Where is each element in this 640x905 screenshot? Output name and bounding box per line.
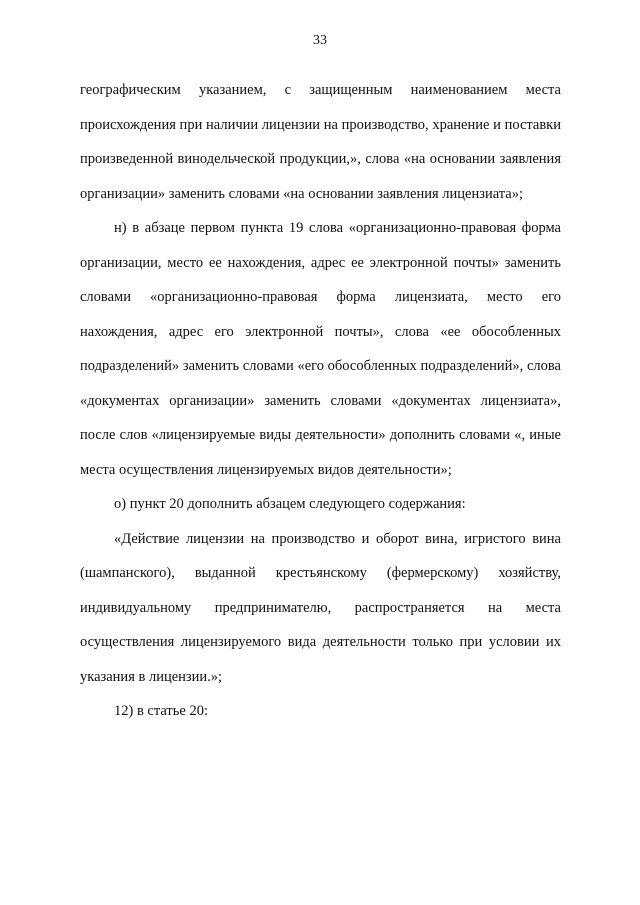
paragraph-item-n: н) в абзаце первом пункта 19 слова «организационно-правовая форма организации, место ее нахождения, адрес ее электронной почты» заменить словами «организационно-правовая форма лицензиата, место его нахождения, адрес его электронной почты», слова «ее обособленных подразделений» заменить словами «его обособленных подразделений», слова «документах организации» заменить словами «документах лицензиата», после слов «лицензируемые виды деятельности» дополнить словами «, иные места осуществления лицензируемых видов деятельности»;: [80, 220, 561, 478]
paragraph-item-12: 12) в статье 20:: [114, 703, 208, 719]
page-number: 33: [313, 33, 327, 48]
document-body: [80, 73, 561, 729]
paragraph-continuation: географическим указанием, с защищенным наименованием места происхождения при наличии лицензии на производство, хранение и поставки произведенной винодельческой продукции,», слова «на основании заявления организации» заменить словами «на основании заявления лицензиата»;: [80, 82, 561, 202]
paragraph-item-o: о) пункт 20 дополнить абзацем следующего содержания:: [114, 496, 466, 512]
paragraph-quoted-amendment: «Действие лицензии на производство и оборот вина, игристого вина (шампанского), выданной крестьянскому (фермерскому) хозяйству, индивидуальному предпринимателю, распространяется на места осуществления лицензируемого вида деятельности только при условии их указания в лицензии.»;: [80, 530, 561, 685]
